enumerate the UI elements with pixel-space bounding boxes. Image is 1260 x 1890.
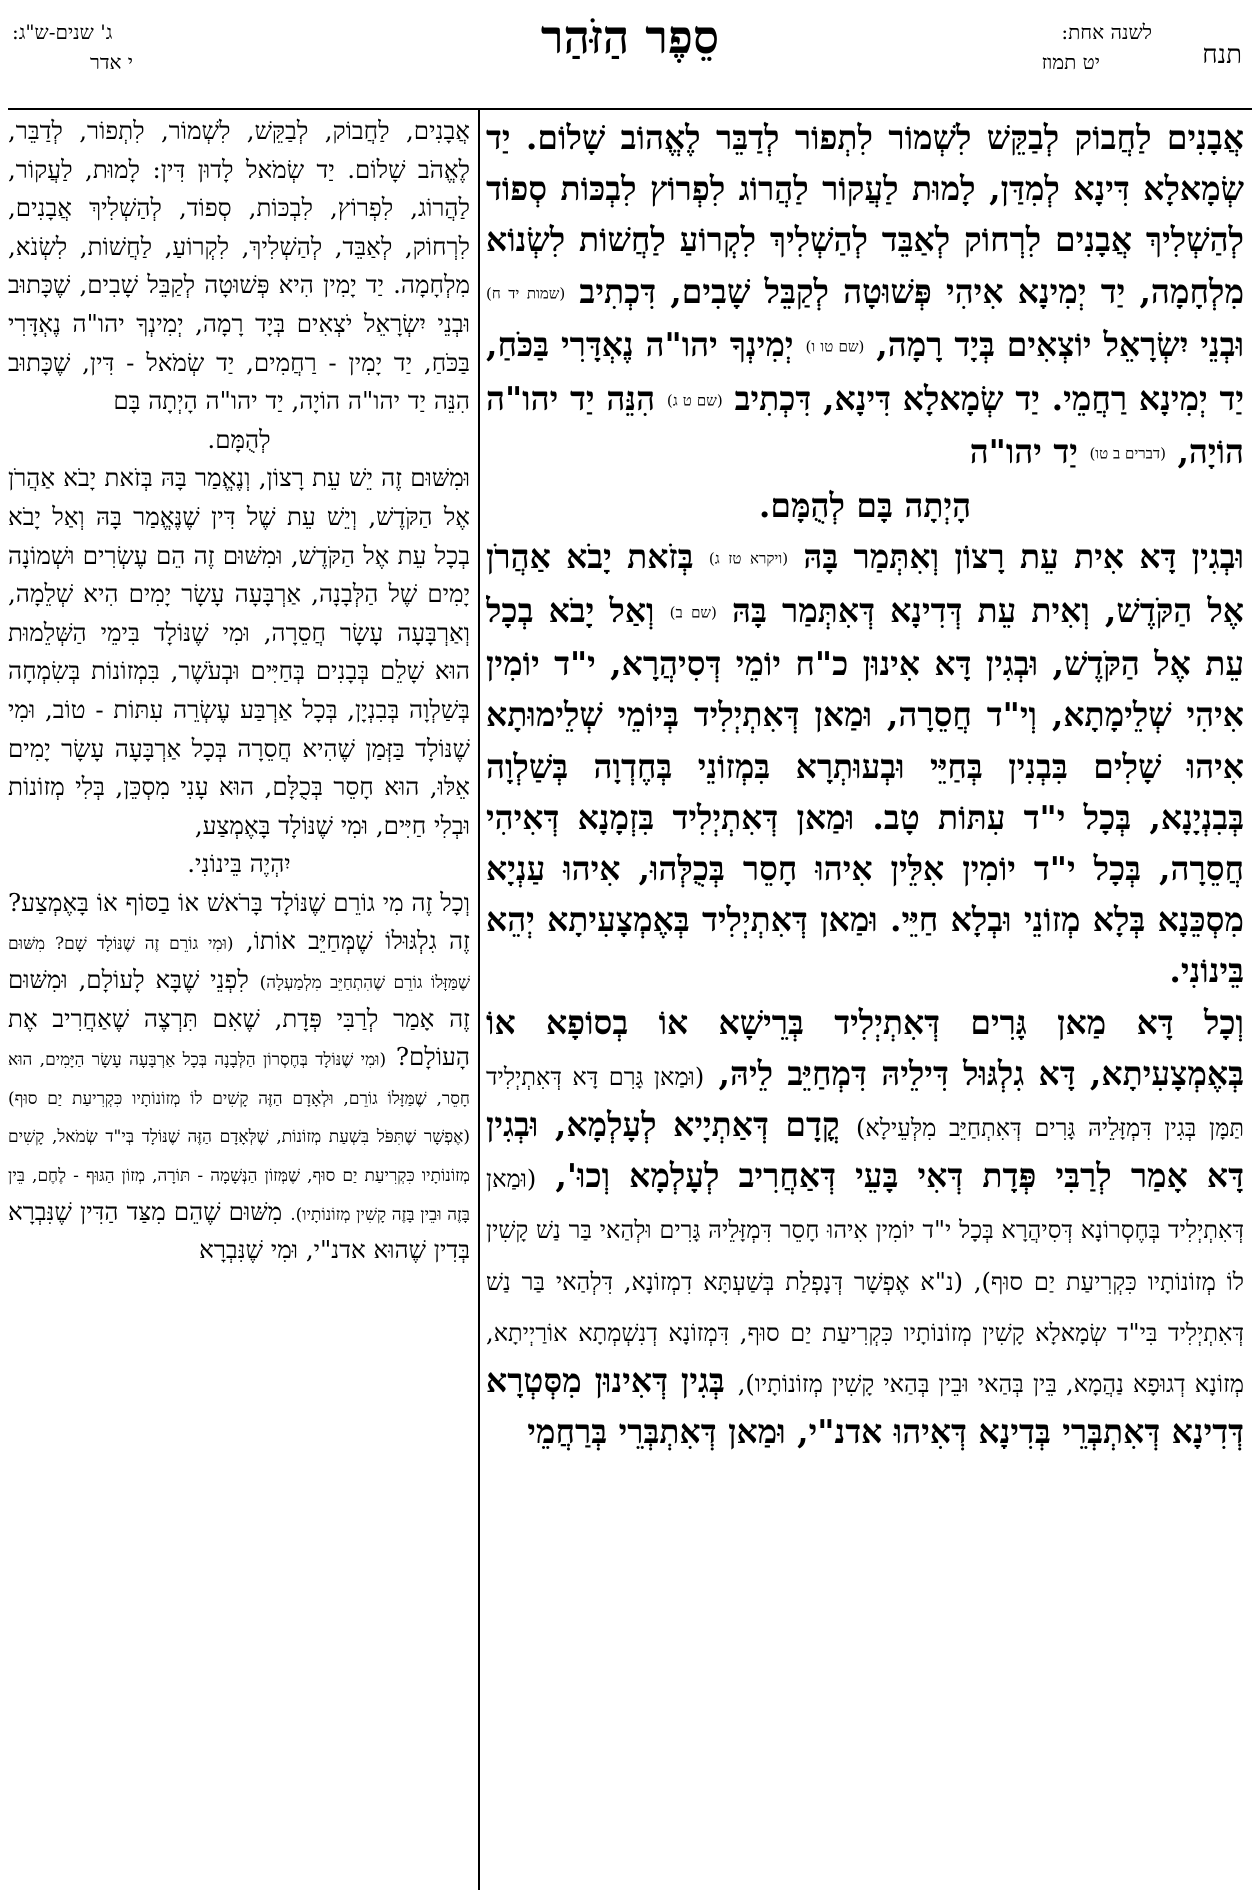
main-paragraph-2: וּבְגִין דָּא אִית עֵת רָצוֹן וְאִתְּמַר בָּהּ (ויקרא טז ג) בְּזֹאת יָבֹא אַהֲרֹן אֶל הַקֹּדֶשׁ, וְאִית עֵת דְּדִינָא דְּאִתְּמַר בָּהּ (שם ב) וְאַל יָבֹא בְכָל עֵת אֶל הַקֹּדֶשׁ, וּבְגִין דָּא אִינוּן כ"ח יוֹמֵי דְּסִיהֲרָא, י"ד יוֹמִין אִיהִי שְׁלֵימָתָא, וְי"ד חֲסֵרָה, וּמַאן דְּאִתְיְלִיד בְּיוֹמֵי שְׁלֵימוּתָא אִיהוּ שָׁלִים בִּבְנִין בְּחַיֵּי וּבְעוּתְרָא בִּמְזוֹנֵי בְּחֶדְוָה בְּשַׁלְוָה בְּבִנְיָנָא, בְּכָל י"ד עִתּוֹת טָב. וּמַאן דְּאִתְיְלִיד בִּזְמָנָא דְּאִיהִי חֲסֵרָה, בְּכָל י"ד יוֹמִין אִלֵּין אִיהוּ חָסֵר בְּכֻלְּהוּ, אִיהוּ עַנְיָא מִסְכֵּנָא בְּלָא מְזוֹנֵי וּבְלָא חַיֵּי. וּמַאן דְּאִתְיְלִיד בְּאֶמְצָעִיתָא יְהֵא בֵּינוֹנִי.	[486, 536, 1244, 991]
side-paragraph-2-end: יִהְיֶה בֵּינוֹנִי.	[187, 849, 291, 879]
verse-reference: (שם ב)	[669, 602, 717, 621]
parenthetical-note: (וּמִי גוֹרֵם זֶה שֶׁנּוֹלָד שָׁם? מִשּׁוּם שֶׁמַּזָּלוֹ גוֹרֵם שֶׁהִתְחַיֵּב מִלְמַעְלָה)	[8, 934, 470, 994]
study-date-one-year: יט תמוז	[1041, 50, 1100, 74]
main-paragraph-1: אֲבָנִים לַחֲבוֹק לְבַקֵּשׁ לִשְׁמוֹר לִתְפוֹר לְדַבֵּר לֶאֱהוֹב שָׁלוֹם. יַד שְׂמָאלָא דִּינָא לְמִדַּן, לָמוּת לַעֲקוֹר לַהֲרוֹג לִפְרוֹץ לִבְכּוֹת סְפוֹד לְהַשְׁלִיךְ אֲבָנִים לִרְחוֹק לְאַבֵּד לְהַשְׁלִיךְ לִקְרוֹעַ לַחֲשׁוֹת לִשְׂנוֹא מִלְחָמָה, יַד יְמִינָא אִיהִי פְּשׁוּטָה לְקַבֵּל שָׁבִים, דִּכְתִיב (שמות יד ח) וּבְנֵי יִשְׂרָאֵל יוֹצְאִים בְּיָד רָמָה, (שם טו ו) יְמִינְךָ יהו"ה נֶאְדָּרִי בַּכֹּחַ, יַד יְמִינָא רַחֲמֵי. יַד שְׂמָאלָא דִּינָא, דִּכְתִיב (שם ט ג) הִנֵּה יַד יהו"ה הוֹיָה, (דברים ב טו) יַד יהו"ה	[486, 118, 1244, 472]
parenthetical-note: (וּמַאן דְּאִתְיְלִיד בְּחֶסְרוֹנָא דְּסִיהֲרָא בְּכָל י"ד יוֹמִין אִיהוּ חָסֵר דִּמְזָּלֵיהּ גָּרִים וּלְהַאי בַּר נַשׁ קָשִׁין לוֹ מְזוֹנוֹתָיו כִּקְרִיעַת יַם סוּף), (נ"א אֶפְשָׁר דְּנָפְלַת בְּשַׁעְתָּא דִמְזוֹנָא, דִּלְהַאי בַּר נַשׁ דְּאִתְיְלִיד בִּי"ד שְׂמָאלָא קָשִׁין מְזוֹנוֹתָיו כִּקְרִיעַת יַם סוּף, דִּמְזוֹנָא דְנִשְׁמְתָא אוֹרַיְיתָא, מְזוֹנָא דְגוּפָא נַהֲמָא, בֵּין בְּהַאי וּבֵין בְּהַאי קָשִׁין מְזוֹנוֹתָיו),	[486, 1165, 1244, 1399]
main-paragraph-1-end: הָיְתָה בָּם לְהֻמָּם.	[758, 485, 972, 525]
study-track-three-years: ג' שנים-ש"ג:	[12, 20, 113, 44]
main-paragraph-3: וְכָל דָּא מַאן גָּרִים דְּאִתְיְלִיד בְּרֵישָׁא אוֹ בְסוֹפָא אוֹ בְּאֶמְצָעִיתָא, דָּא גִלְגּוּל דִּילֵיהּ דִּמְחַיֵּב לֵיהּ, (וּמַאן גָּרִם דָּא דְּאִתְיְלִיד תַּמָּן בְּגִין דִּמְזָּלֵיהּ גָּרִים דְּאִתְחַיֵּב מִלְּעֵילָא) קֳדָם דְּאַתְיָיא לְעָלְמָא, וּבְגִין דָּא אָמַר לְרַבִּי פְּדָת דְּאִי בָּעֵי דְּאַחֲרִיב לְעָלְמָא וְכוּ', (וּמַאן דְּאִתְיְלִיד בְּחֶסְרוֹנָא דְּסִיהֲרָא בְּכָל י"ד יוֹמִין אִיהוּ חָסֵר דִּמְזָּלֵיהּ גָּרִים וּלְהַאי בַּר נַשׁ קָשִׁין לוֹ מְזוֹנוֹתָיו כִּקְרִיעַת יַם סוּף), (נ"א אֶפְשָׁר דְּנָפְלַת בְּשַׁעְתָּא דִמְזוֹנָא, דִּלְהַאי בַּר נַשׁ דְּאִתְיְלִיד בִּי"ד שְׂמָאלָא קָשִׁין מְזוֹנוֹתָיו כִּקְרִיעַת יַם סוּף, דִּמְזוֹנָא דְנִשְׁמְתָא אוֹרַיְיתָא, מְזוֹנָא דְגוּפָא נַהֲמָא, בֵּין בְּהַאי וּבֵין בְּהַאי קָשִׁין מְזוֹנוֹתָיו), בְּגִין דְּאִינוּן מִסְּטְרָא דְּדִינָא דְּאִתְבְּרֵי בְּדִינָא דְּאִיהוּ אדנ"י, וּמַאן דְּאִתְבְּרֵי בְּרַחֲמֵי	[486, 1002, 1244, 1452]
column-divider	[478, 108, 480, 1890]
verse-reference: (דברים ב טו)	[1089, 444, 1166, 463]
verse-reference: (שמות יד ח)	[486, 284, 566, 302]
book-title: סֵפֶר הַזֹּהַר	[540, 10, 720, 64]
study-track-one-year: לשנה אחת:	[1061, 20, 1152, 44]
verse-reference: (שם טו ו)	[805, 337, 865, 356]
parenthetical-note: (וּמַאן גָּרִם דָּא דְּאִתְיְלִיד תַּמָּן בְּגִין דִּמְזָּלֵיהּ גָּרִים דְּאִתְחַיֵּב מִלְּעֵילָא)	[486, 1062, 1244, 1142]
study-date-three-years: י אדר	[90, 50, 134, 74]
verse-reference: (ויקרא טז ג)	[708, 549, 789, 568]
side-paragraph-2: וּמִשּׁוּם זֶה יֵשׁ עֵת רָצוֹן, וְנֶאֱמַר בָּהּ בְּזֹאת יָבֹא אַהֲרֹן אֶל הַקֹּדֶשׁ, וְיֵשׁ עֵת שֶׁל דִּין שֶׁנֶּאֱמַר בָּהּ וְאַל יָבֹא בְכָל עֵת אֶל הַקֹּדֶשׁ, וּמִשּׁוּם זֶה הֵם עֶשְׂרִים וּשְׁמוֹנָה יָמִים שֶׁל הַלְּבָנָה, אַרְבָּעָה עָשָׂר יָמִים הִיא שְׁלֵמָה, וְאַרְבָּעָה עָשָׂר חֲסֵרָה, וּמִי שֶׁנּוֹלָד בִּימֵי הַשְּׁלֵמוּת הוּא שָׁלֵם בְּבָנִים בְּחַיִּים וּבְעֹשֶׁר, בִּמְזוֹנוֹת בְּשִׂמְחָה בְּשַׁלְוָה בְּבִנְיָן, בְּכָל אַרְבַּע עֶשְׂרֵה עִתּוֹת - טוֹב, וּמִי שֶׁנּוֹלָד בַּזְּמַן שֶׁהִיא חֲסֵרָה בְּכָל אַרְבָּעָה עָשָׂר יָמִים אֵלּוּ, הוּא חָסֵר בְּכֻלָּם, הוּא עָנִי מִסְכֵּן, בְּלִי מְזוֹנוֹת וּבְלִי חַיִּים, וּמִי שֶׁנּוֹלָד בָּאֶמְצַע,	[8, 463, 470, 840]
side-column-hebrew-translation	[8, 112, 470, 1882]
parenthetical-note: (וּמִי שֶׁנּוֹלָד בְּחֶסְרוֹן הַלְּבָנָה בְּכָל אַרְבָּעָה עָשָׂר הַיָּמִים, הוּא חָסֵר, שֶׁמַּזָּלוֹ גוֹרֵם, וּלְאָדָם הַזֶּה קָשִׁים לוֹ מְזוֹנוֹתָיו כִּקְרִיעַת יַם סוּף) (אֶפְשָׁר שֶׁתִּפֹּל בִּשְׁעַת מְזוֹנוֹת, שֶׁלְּאָדָם הַזֶּה שֶׁנּוֹלָד בְּי"ד שְׂמֹאל, קָשִׁים מְזוֹנוֹתָיו כִּקְרִיעַת יַם סוּף, שֶׁמְּזוֹן הַנְּשָׁמָה - תּוֹרָה, מְזוֹן הַגּוּף - לֶחֶם, בֵּין בָּזֶה וּבֵין בָּזֶה קָשִׁין מְזוֹנוֹתָיו).	[8, 1050, 470, 1225]
side-paragraph-1: אֲבָנִים, לַחֲבוֹק, לְבַקֵּשׁ, לִשְׁמוֹר, לִתְפוֹר, לְדַבֵּר, לֶאֱהֹב שָׁלוֹם. יַד שְׂמֹאל לָדוּן דִּין: לָמוּת, לַעֲקוֹר, לַהֲרוֹג, לִפְרוֹץ, לִבְכּוֹת, סְפוֹד, לְהַשְׁלִיךְ אֲבָנִים, לִרְחוֹק, לְאַבֵּד, לְהַשְׁלִיךְ, לִקְרוֹעַ, לַחֲשׁוֹת, לִשְׂנֹא, מִלְחָמָה. יַד יָמִין הִיא פְּשׁוּטָה לְקַבֵּל שָׁבִים, שֶׁכָּתוּב וּבְנֵי יִשְׂרָאֵל יֹצְאִים בְּיָד רָמָה, יְמִינְךָ יהו"ה נֶאְדָּרִי בַּכֹּחַ, יַד יָמִין - רַחֲמִים, יַד שְׂמֹאל - דִּין, שֶׁכָּתוּב הִנֵּה יַד יהו"ה הוֹיָה, יַד יהו"ה הָיְתָה בָּם	[8, 116, 470, 416]
main-column-aramaic	[486, 112, 1244, 1882]
side-paragraph-1-end: לְהֻמָּם.	[207, 424, 271, 454]
header-divider	[8, 108, 1252, 110]
page-number: תנח	[1202, 40, 1242, 70]
side-paragraph-3: וְכָל זֶה מִי גוֹרֵם שֶׁנּוֹלָד בָּרֹאשׁ אוֹ בַסּוֹף אוֹ בָּאֶמְצַע? זֶה גִלְגּוּלוֹ שֶׁמְּחַיֵּב אוֹתוֹ, (וּמִי גוֹרֵם זֶה שֶׁנּוֹלָד שָׁם? מִשּׁוּם שֶׁמַּזָּלוֹ גוֹרֵם שֶׁהִתְחַיֵּב מִלְמַעְלָה) לִפְנֵי שֶׁבָּא לָעוֹלָם, וּמִשּׁוּם זֶה אָמַר לְרַבִּי פְּדָת, שֶׁאִם תִּרְצֶה שֶׁאַחֲרִיב אֶת הָעוֹלָם? (וּמִי שֶׁנּוֹלָד בְּחֶסְרוֹן הַלְּבָנָה בְּכָל אַרְבָּעָה עָשָׂר הַיָּמִים, הוּא חָסֵר, שֶׁמַּזָּלוֹ גוֹרֵם, וּלְאָדָם הַזֶּה קָשִׁים לוֹ מְזוֹנוֹתָיו כִּקְרִיעַת יַם סוּף) (אֶפְשָׁר שֶׁתִּפֹּל בִּשְׁעַת מְזוֹנוֹת, שֶׁלְּאָדָם הַזֶּה שֶׁנּוֹלָד בְּי"ד שְׂמֹאל, קָשִׁים מְזוֹנוֹתָיו כִּקְרִיעַת יַם סוּף, שֶׁמְּזוֹן הַנְּשָׁמָה - תּוֹרָה, מְזוֹן הַגּוּף - לֶחֶם, בֵּין בָּזֶה וּבֵין בָּזֶה קָשִׁין מְזוֹנוֹתָיו). מִשּׁוּם שֶׁהֵם מִצַּד הַדִּין שֶׁנִּבְרָא בְּדִין שֶׁהוּא אדנ"י, וּמִי שֶׁנִּבְרָא	[8, 887, 470, 1265]
verse-reference: (שם ט ג)	[666, 391, 723, 410]
page-header	[0, 0, 1260, 118]
